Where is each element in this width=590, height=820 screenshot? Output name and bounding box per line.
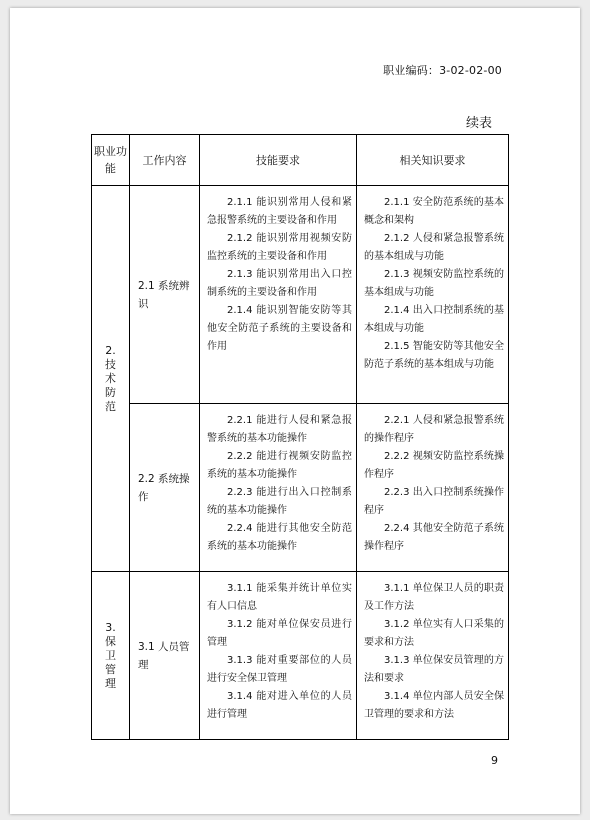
skill-item: 2.2.2 能进行视频安防监控系统的基本功能操作 bbox=[207, 451, 352, 480]
category-label: 2.技术防范 bbox=[105, 343, 116, 413]
work-content-cell: 2.1 系统辨识 bbox=[130, 186, 200, 404]
skills-table bbox=[91, 134, 509, 740]
table-row bbox=[92, 404, 509, 572]
knowledge-item: 2.2.4 其他安全防范子系统操作程序 bbox=[364, 523, 504, 552]
skill-item: 3.1.4 能对进入单位的人员进行管理 bbox=[207, 691, 352, 720]
header-skills: 技能要求 bbox=[200, 135, 357, 186]
skill-item: 2.1.2 能识别常用视频安防监控系统的主要设备和作用 bbox=[207, 233, 352, 262]
table-row bbox=[92, 572, 509, 740]
skill-item: 2.1.3 能识别常用出入口控制系统的主要设备和作用 bbox=[207, 269, 352, 298]
skill-item: 2.2.1 能进行人侵和紧急报警系统的基本功能操作 bbox=[207, 415, 352, 444]
skill-item: 3.1.1 能采集并统计单位实有人口信息 bbox=[207, 583, 352, 612]
category-cell bbox=[92, 572, 130, 740]
category-cell bbox=[92, 186, 130, 572]
knowledge-cell bbox=[357, 404, 509, 572]
knowledge-item: 3.1.1 单位保卫人员的职责及工作方法 bbox=[364, 583, 504, 612]
work-content-cell: 3.1 人员管理 bbox=[130, 572, 200, 740]
header-content: 工作内容 bbox=[130, 135, 200, 186]
table-row bbox=[92, 186, 509, 404]
knowledge-cell bbox=[357, 572, 509, 740]
skill-item: 2.2.3 能进行出入口控制系统的基本功能操作 bbox=[207, 487, 352, 516]
knowledge-item: 2.1.1 安全防范系统的基本概念和架构 bbox=[364, 197, 504, 226]
skills-cell bbox=[200, 404, 357, 572]
knowledge-item: 2.2.1 人侵和紧急报警系统的操作程序 bbox=[364, 415, 504, 444]
skill-item: 3.1.3 能对重要部位的人员进行安全保卫管理 bbox=[207, 655, 352, 684]
knowledge-item: 2.1.3 视频安防监控系统的基本组成与功能 bbox=[364, 269, 504, 298]
knowledge-item: 2.1.4 出入口控制系统的基本组成与功能 bbox=[364, 305, 504, 334]
occupation-code: 职业编码：3-02-02-00 bbox=[383, 64, 502, 77]
continued-table-label: 续表 bbox=[465, 116, 492, 131]
skills-cell bbox=[200, 572, 357, 740]
skill-item: 2.1.4 能识别智能安防等其他安全防范子系统的主要设备和作用 bbox=[207, 305, 352, 352]
knowledge-item: 3.1.3 单位保安员管理的方法和要求 bbox=[364, 655, 504, 684]
work-content-cell: 2.2 系统操作 bbox=[130, 404, 200, 572]
document-page bbox=[10, 8, 580, 814]
knowledge-item: 3.1.2 单位实有人口采集的要求和方法 bbox=[364, 619, 504, 648]
page-number: 9 bbox=[491, 754, 498, 767]
knowledge-item: 2.1.2 人侵和紧急报警系统的基本组成与功能 bbox=[364, 233, 504, 262]
header-knowledge: 相关知识要求 bbox=[357, 135, 509, 186]
knowledge-item: 2.2.3 出入口控制系统操作程序 bbox=[364, 487, 504, 516]
knowledge-item: 2.2.2 视频安防监控系统操作程序 bbox=[364, 451, 504, 480]
skills-cell bbox=[200, 186, 357, 404]
knowledge-cell bbox=[357, 186, 509, 404]
skill-item: 2.2.4 能进行其他安全防范系统的基本功能操作 bbox=[207, 523, 352, 552]
knowledge-item: 2.1.5 智能安防等其他安全防范子系统的基本组成与功能 bbox=[364, 341, 504, 370]
table-header-row bbox=[92, 135, 509, 186]
header-function: 职业功能 bbox=[92, 135, 130, 186]
category-label: 3.保卫管理 bbox=[105, 620, 116, 690]
knowledge-item: 3.1.4 单位内部人员安全保卫管理的要求和方法 bbox=[364, 691, 504, 720]
skill-item: 3.1.2 能对单位保安员进行管理 bbox=[207, 619, 352, 648]
skill-item: 2.1.1 能识别常用人侵和紧急报警系统的主要设备和作用 bbox=[207, 197, 352, 226]
